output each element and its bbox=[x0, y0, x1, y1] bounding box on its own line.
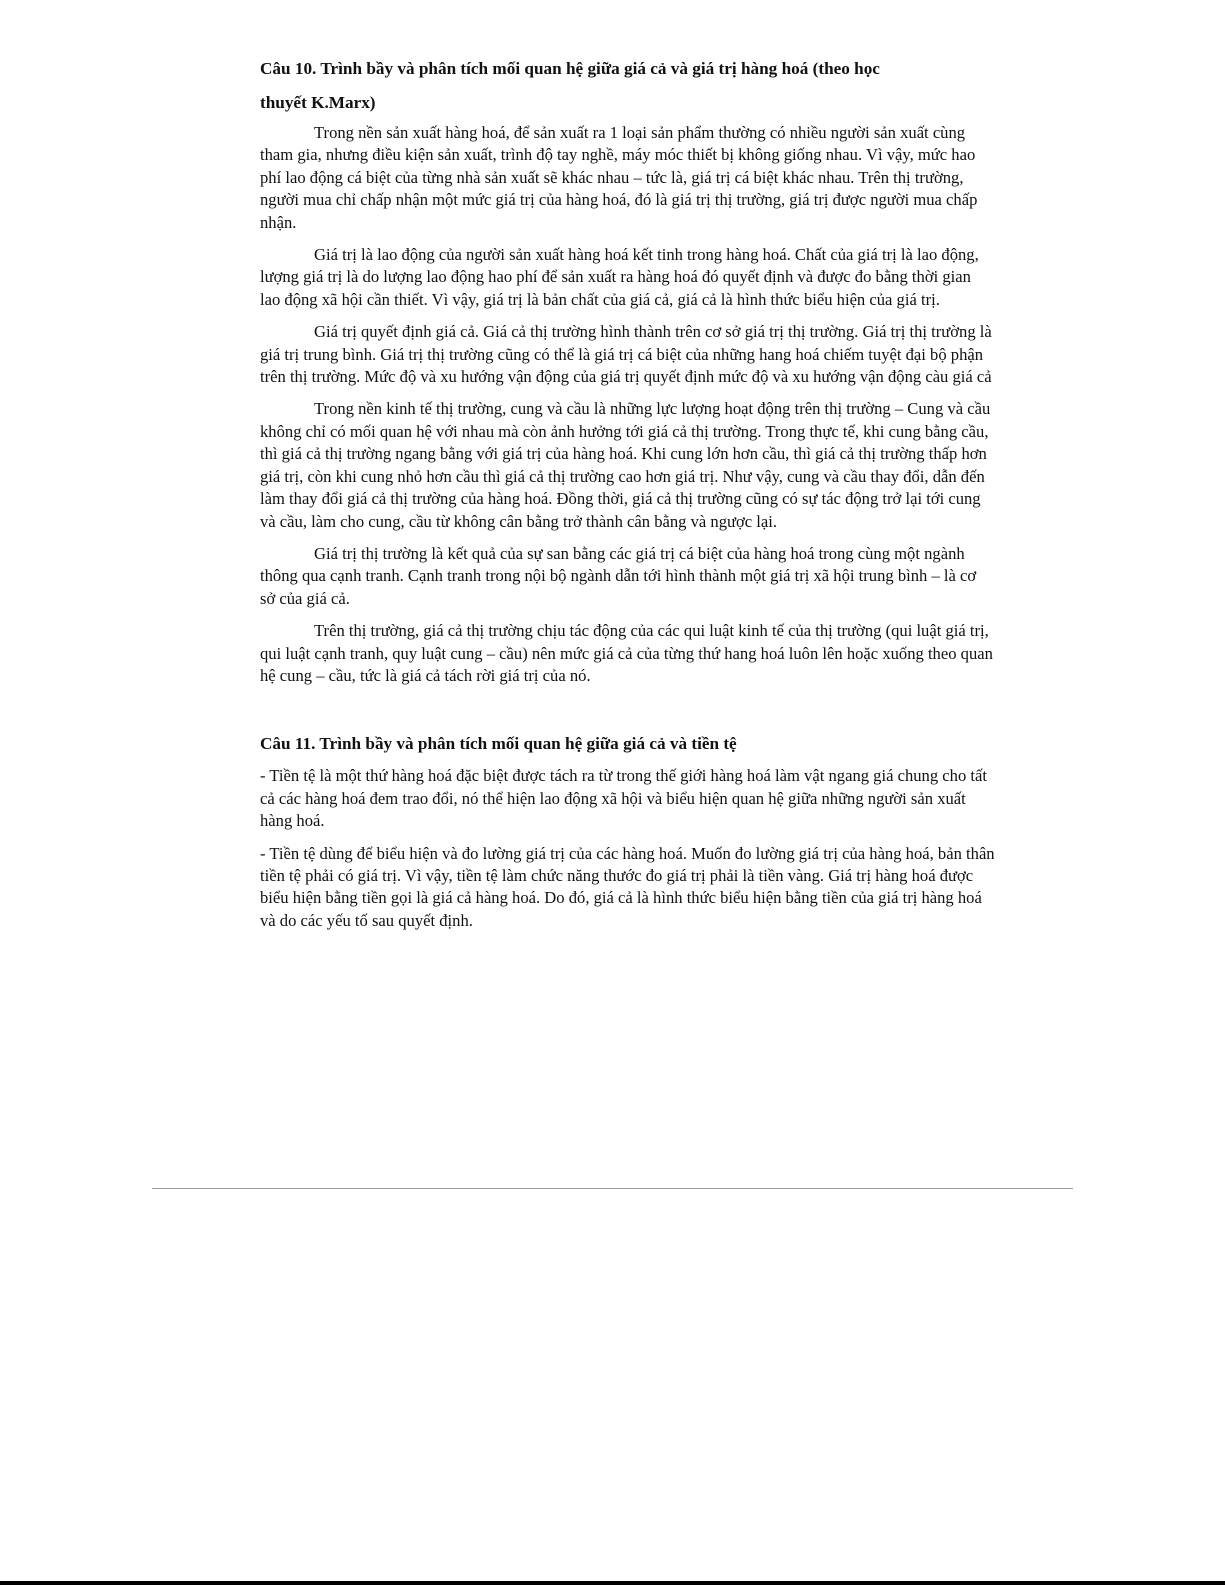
section-10-title-line-2: thuyết K.Marx) bbox=[260, 93, 376, 112]
document-page bbox=[260, 52, 995, 942]
section-10 bbox=[260, 52, 995, 687]
paragraph: Giá trị quyết định giá cả. Giá cả thị trường hình thành trên cơ sở giá trị thị trường. Giá trị thị trường là giá trị trung bình. Giá trị thị trường cũng có thể là giá trị cá biệt của những hang hoá chiếm tuyệt đại bộ phận trên thị trường. Mức độ và xu hướng vận động của giá trị quyết định mức độ và xu hướng vận động càu giá cả bbox=[260, 322, 992, 387]
section-11 bbox=[260, 733, 995, 932]
paragraph: Trên thị trường, giá cả thị trường chịu tác động của các qui luật kinh tế của thị trường (qui luật giá trị, qui luật cạnh tranh, quy luật cung – cầu) nên mức giá cả của từng thứ hang hoá luôn lên hoặc xuống theo quan hệ cung – cầu, tức là giá cả tách rời giá trị của nó. bbox=[260, 621, 993, 685]
paragraph: Trong nền sản xuất hàng hoá, để sản xuất ra 1 loại sản phẩm thường có nhiều người sản xuất cùng tham gia, nhưng điều kiện sản xuất, trình độ tay nghề, máy móc thiết bị không giống nhau. Vì vậy, mức hao phí lao động cá biệt của từng nhà sản xuất sẽ khác nhau – tức là, giá trị cá biệt khác nhau. Trên thị trường, người mua chỉ chấp nhận một mức giá trị của hàng hoá, đó là giá trị thị trường, giá trị được người mua chấp nhận. bbox=[260, 123, 978, 232]
section-11-title: Câu 11. Trình bầy và phân tích mối quan hệ giữa giá cả và tiền tệ bbox=[260, 734, 737, 754]
section-spacer bbox=[260, 697, 995, 733]
paragraph: Trong nền kinh tế thị trường, cung và cầu là những lực lượng hoạt động trên thị trường – Cung và cầu không chỉ có mối quan hệ với nhau mà còn ảnh hưởng tới giá cả thị trường. Trong thực tế, khi cung bằng cầu, thì giá cả thị trường ngang bằng với giá trị của hàng hoá. Khi cung lớn hơn cầu, thì giá cả thị trường thấp hơn giá trị, còn khi cung nhỏ hơn cầu thì giá cả thị trường cao hơn giá trị. Như vậy, cung và cầu thay đổi, dẫn đến làm thay đổi giá cả thị trường của hàng hoá. Đồng thời, giá cả thị trường cũng có sự tác động trở lại tới cung và cầu, làm cho cung, cầu từ không cân bằng trở thành cân bằng và ngược lại. bbox=[260, 399, 991, 531]
paragraph: - Tiền tệ dùng để biểu hiện và đo lường giá trị của các hàng hoá. Muốn đo lường giá trị của hàng hoá, bản thân tiền tệ phải có giá trị. Vì vậy, tiền tệ làm chức năng thước đo giá trị phải là tiền vàng. Giá trị hàng hoá được biểu hiện bằng tiền gọi là giá cả hàng hoá. Do đó, giá cả là hình thức biểu hiện bằng tiền của giá trị hàng hoá và do các yếu tố sau quyết định. bbox=[260, 843, 995, 930]
paragraph: Giá trị thị trường là kết quả của sự san bằng các giá trị cá biệt của hàng hoá trong cùng một ngành thông qua cạnh tranh. Cạnh tranh trong nội bộ ngành dẫn tới hình thành một giá trị xã hội trung bình – là cơ sở của giá cả. bbox=[260, 543, 977, 608]
section-10-title-line-1: Câu 10. Trình bầy và phân tích mối quan hệ giữa giá cả và giá trị hàng hoá (theo học bbox=[260, 59, 880, 78]
paragraph: Giá trị là lao động của người sản xuất hàng hoá kết tinh trong hàng hoá. Chất của giá trị là lao động, lượng giá trị là do lượng lao động hao phí để sản xuất ra hàng hoá đó quyết định và được đo bằng thời gian lao động xã hội cần thiết. Vì vậy, giá trị là bản chất của giá cả, giá cả là hình thức biểu hiện của giá trị. bbox=[260, 245, 979, 309]
bottom-border bbox=[0, 1581, 1225, 1585]
page-divider bbox=[152, 1188, 1073, 1189]
paragraph: - Tiền tệ là một thứ hàng hoá đặc biệt được tách ra từ trong thế giới hàng hoá làm vật ngang giá chung cho tất cả các hàng hoá đem trao đổi, nó thể hiện lao động xã hội và biểu hiện quan hệ giữa những người sản xuất hàng hoá. bbox=[260, 766, 987, 831]
